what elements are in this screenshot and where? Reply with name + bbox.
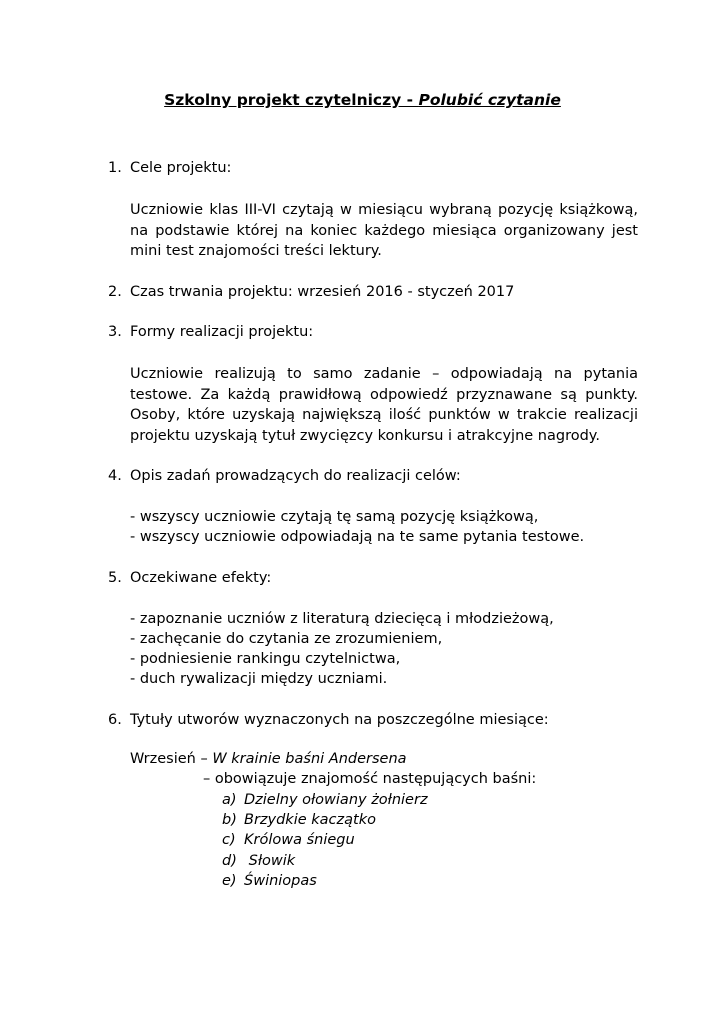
tale-item xyxy=(222,790,428,811)
tale-letter: c) xyxy=(222,832,236,848)
tale-letter: e) xyxy=(222,873,237,889)
section-title: Formy realizacji projektu: xyxy=(130,324,314,340)
tale-title: Świniopas xyxy=(244,873,317,889)
section-number: 2. xyxy=(108,284,122,300)
section-number: 5. xyxy=(108,570,122,586)
forms-paragraph: Uczniowie realizują to samo zadanie – odpowiadają na pytania testowe. Za każdą prawidłową odpowiedź przyznawane są punkty. Osoby, które uzyskają największą ilość punktów w trakcie realizacji projektu uzyskają tytuł zwycięzcy konkursu i atrakcyjne nagrody. xyxy=(130,366,638,444)
goals-paragraph: Uczniowie klas III-VI czytają w miesiącu wybraną pozycję książkową, na podstawie której na koniec każdego miesiąca organizowany jest mini test znajomości treści lektury. xyxy=(130,202,638,259)
section-number: 3. xyxy=(108,324,122,340)
section-number: 6. xyxy=(108,712,122,728)
section-number: 1. xyxy=(108,160,122,176)
title-subtitle: Polubić czytanie xyxy=(418,91,561,109)
tale-item xyxy=(222,871,317,892)
task-item: - wszyscy uczniowie czytają tę samą pozycję książkową, xyxy=(130,509,539,525)
tale-item xyxy=(222,851,295,872)
section-title: Cele projektu: xyxy=(130,160,232,176)
effect-item: - zapoznanie uczniów z literaturą dziecięcą i młodzieżową, xyxy=(130,611,554,627)
month-reading-title: W krainie baśni Andersena xyxy=(212,751,407,767)
title-main: Szkolny projekt czytelniczy - xyxy=(164,91,419,109)
section-title: Oczekiwane efekty: xyxy=(130,570,272,586)
tale-item xyxy=(222,830,355,851)
section-title: Opis zadań prowadzących do realizacji celów: xyxy=(130,468,461,484)
month-requirement: – obowiązuje znajomość następujących baśni: xyxy=(203,771,537,787)
tale-title: Królowa śniegu xyxy=(244,832,355,848)
tale-item xyxy=(222,810,376,831)
month-name: Wrzesień – xyxy=(130,751,213,767)
tale-title: Dzielny ołowiany żołnierz xyxy=(244,792,428,808)
month-entry xyxy=(130,749,407,770)
effect-item: - zachęcanie do czytania ze zrozumieniem, xyxy=(130,631,443,647)
tale-title: Brzydkie kaczątko xyxy=(244,812,376,828)
tale-letter: b) xyxy=(222,812,237,828)
document-title xyxy=(0,90,725,111)
effect-item: - duch rywalizacji między uczniami. xyxy=(130,671,388,687)
section-title: Czas trwania projektu: wrzesień 2016 - styczeń 2017 xyxy=(130,284,515,300)
section-title: Tytuły utworów wyznaczonych na poszczególne miesiące: xyxy=(130,712,549,728)
tale-letter: a) xyxy=(222,792,237,808)
section-number: 4. xyxy=(108,468,122,484)
task-item: - wszyscy uczniowie odpowiadają na te same pytania testowe. xyxy=(130,529,585,545)
tale-title: Słowik xyxy=(244,853,296,869)
effect-item: - podniesienie rankingu czytelnictwa, xyxy=(130,651,401,667)
tale-letter: d) xyxy=(222,853,237,869)
